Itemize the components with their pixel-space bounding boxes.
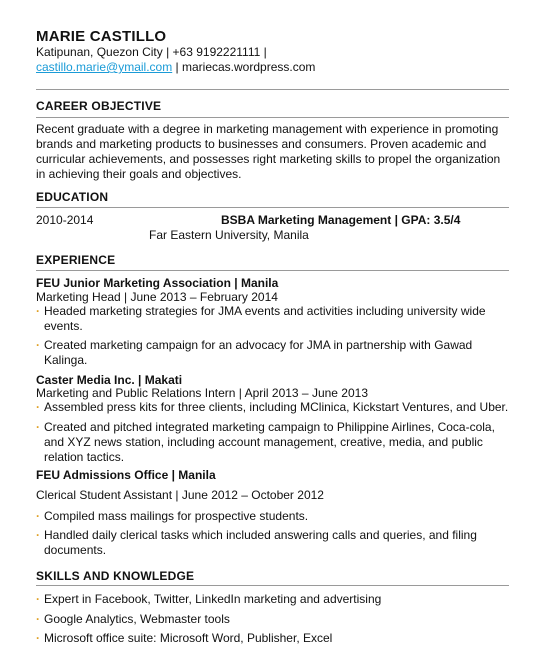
bullet-dot: ·	[36, 304, 40, 318]
job-bullet	[36, 304, 512, 334]
bullet-dot: ·	[36, 400, 40, 414]
job-bullet	[36, 509, 512, 524]
skills-divider	[36, 585, 509, 586]
job-bullet-text: Created and pitched integrated marketing campaign to Philippine Airlines, Coca-cola, and XYZ news station, including account management, creative, media, and public relation tactics.	[44, 420, 495, 464]
skill-bullet	[36, 612, 512, 627]
section-heading-skills: SKILLS AND KNOWLEDGE	[36, 569, 195, 583]
education-school: Far Eastern University, Manila	[149, 228, 309, 242]
skill-bullet	[36, 631, 512, 646]
job-bullet-text: Handled daily clerical tasks which included answering calls and queries, and filing documents.	[44, 528, 477, 557]
email-link[interactable]: castillo.marie@ymail.com	[36, 60, 173, 74]
education-degree: BSBA Marketing Management | GPA: 3.5/4	[221, 213, 461, 227]
header-divider	[36, 89, 509, 90]
job-bullet-text: Compiled mass mailings for prospective students.	[44, 509, 309, 523]
job-bullet	[36, 420, 512, 465]
skill-bullet-text: Google Analytics, Webmaster tools	[44, 612, 230, 626]
job-role: Marketing Head | June 2013 – February 2014	[36, 290, 278, 304]
job-org: FEU Junior Marketing Association | Manila	[36, 276, 279, 290]
career-objective-text: Recent graduate with a degree in marketing management with experience in promoting brands and marketing products to businesses and consumers. Proven academic and curricular achievements, and possesses right marketing skills to propel the organization in achieving their goals and objectives.	[36, 122, 501, 181]
job-bullet	[36, 338, 512, 368]
email-website-line	[36, 60, 315, 75]
job-role: Marketing and Public Relations Intern | April 2013 – June 2013	[36, 386, 368, 400]
education-years: 2010-2014	[36, 213, 94, 227]
bullet-dot: ·	[36, 338, 40, 352]
candidate-name: MARIE CASTILLO	[36, 28, 167, 45]
skill-bullet	[36, 592, 512, 607]
bullet-dot: ·	[36, 509, 40, 523]
bullet-dot: ·	[36, 528, 40, 542]
job-org: Caster Media Inc. | Makati	[36, 373, 183, 387]
job-bullet-text: Assembled press kits for three clients, including MClinica, Kickstart Ventures, and Uber.	[44, 400, 509, 414]
job-role: Clerical Student Assistant | June 2012 – October 2012	[36, 488, 324, 502]
contact-line: Katipunan, Quezon City | +63 9192221111 |	[36, 45, 267, 59]
job-bullet-text: Headed marketing strategies for JMA events and activities including university wide events.	[44, 304, 486, 333]
bullet-dot: ·	[36, 592, 40, 606]
bullet-dot: ·	[36, 420, 40, 434]
section-heading-education: EDUCATION	[36, 190, 109, 204]
experience-divider	[36, 270, 509, 271]
website-text: | mariecas.wordpress.com	[172, 60, 316, 74]
career-objective-divider	[36, 117, 509, 118]
job-bullet-text: Created marketing campaign for an advocacy for JMA in partnership with Gawad Kalinga.	[44, 338, 473, 367]
section-heading-career-objective: CAREER OBJECTIVE	[36, 99, 162, 113]
education-divider	[36, 207, 509, 208]
section-heading-experience: EXPERIENCE	[36, 253, 116, 267]
job-bullet	[36, 528, 512, 558]
skill-bullet-text: Microsoft office suite: Microsoft Word, Publisher, Excel	[44, 631, 333, 645]
bullet-dot: ·	[36, 612, 40, 626]
job-org: FEU Admissions Office | Manila	[36, 468, 216, 482]
skill-bullet-text: Expert in Facebook, Twitter, LinkedIn marketing and advertising	[44, 592, 382, 606]
job-bullet	[36, 400, 512, 415]
bullet-dot: ·	[36, 631, 40, 645]
